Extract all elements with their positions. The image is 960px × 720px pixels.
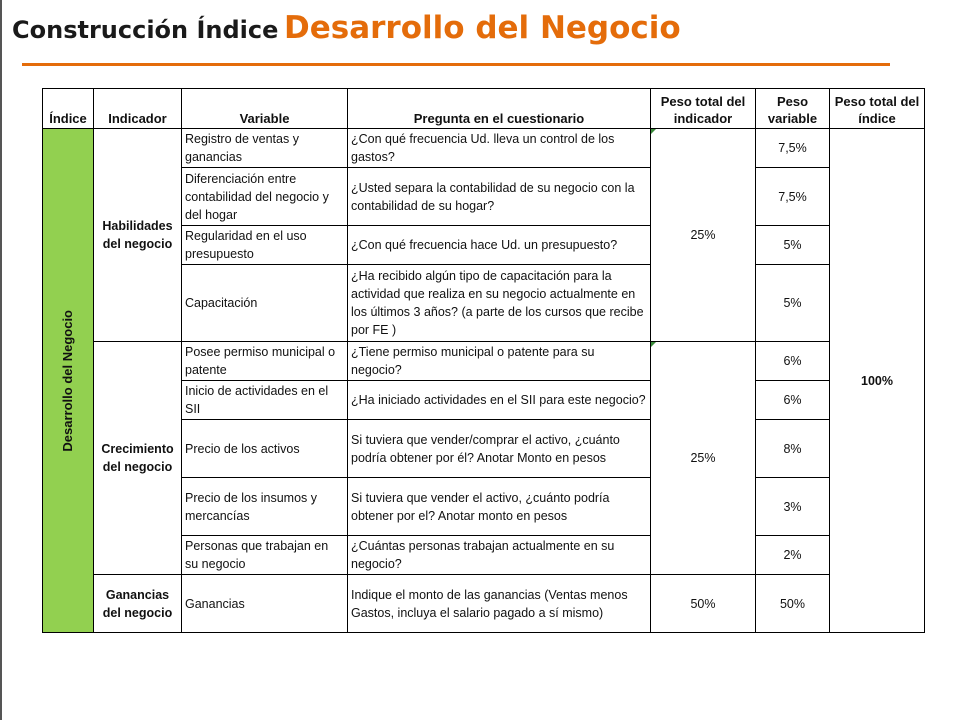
comment-marker-icon: [651, 342, 658, 349]
variable-weight: 3%: [756, 478, 830, 536]
variable-cell: Regularidad en el uso presupuesto: [182, 226, 348, 265]
variable-weight: 7,5%: [756, 168, 830, 226]
variable-weight: 2%: [756, 536, 830, 575]
header-variable: Variable: [182, 89, 348, 129]
variable-weight: 5%: [756, 265, 830, 342]
variable-weight: 7,5%: [756, 129, 830, 168]
variable-weight: 8%: [756, 420, 830, 478]
variable-cell: Diferenciación entre contabilidad del negocio y del hogar: [182, 168, 348, 226]
indicator-habilidades: Habilidades del negocio: [94, 129, 182, 342]
table-row: [43, 575, 925, 633]
table-row: [43, 129, 925, 168]
variable-weight: 6%: [756, 342, 830, 381]
variable-cell: Registro de ventas y ganancias: [182, 129, 348, 168]
question-cell: Si tuviera que vender/comprar el activo, ¿cuánto podría obtener por él? Anotar Monto en pesos: [348, 420, 651, 478]
indicator-weight-value: 25%: [690, 228, 716, 242]
header-row: [43, 89, 925, 129]
question-cell: ¿Ha iniciado actividades en el SII para este negocio?: [348, 381, 651, 420]
header-pregunta: Pregunta en el cuestionario: [348, 89, 651, 129]
variable-cell: Precio de los activos: [182, 420, 348, 478]
indicator-weight-crecimiento: [651, 342, 756, 575]
variable-cell: Personas que trabajan en su negocio: [182, 536, 348, 575]
variable-cell: Precio de los insumos y mercancías: [182, 478, 348, 536]
index-weight: 100%: [830, 129, 925, 633]
header-indicador: Indicador: [94, 89, 182, 129]
title-part-1: Construcción Índice: [12, 16, 279, 44]
indicator-weight-value: 25%: [690, 451, 716, 465]
question-cell: ¿Tiene permiso municipal o patente para su negocio?: [348, 342, 651, 381]
question-cell: Si tuviera que vender el activo, ¿cuánto podría obtener por el? Anotar monto en pesos: [348, 478, 651, 536]
title-underline: [22, 63, 890, 66]
question-cell: ¿Usted separa la contabilidad de su negocio con la contabilidad de su hogar?: [348, 168, 651, 226]
index-cell: [43, 129, 94, 633]
variable-weight: 50%: [756, 575, 830, 633]
page-title: [12, 10, 681, 46]
variable-cell: Capacitación: [182, 265, 348, 342]
table-row: [43, 342, 925, 381]
variable-weight: 6%: [756, 381, 830, 420]
header-peso-indicador: Peso total del indicador: [651, 89, 756, 129]
slide-left-border: [0, 0, 2, 720]
header-indice: Índice: [43, 89, 94, 129]
indicator-weight-habilidades: [651, 129, 756, 342]
comment-marker-icon: [651, 129, 658, 136]
title-part-2: Desarrollo del Negocio: [283, 10, 681, 46]
indicator-ganancias: Ganancias del negocio: [94, 575, 182, 633]
header-peso-indice: Peso total del índice: [830, 89, 925, 129]
header-peso-variable: Peso variable: [756, 89, 830, 129]
variable-cell: Posee permiso municipal o patente: [182, 342, 348, 381]
variable-weight: 5%: [756, 226, 830, 265]
question-cell: ¿Ha recibido algún tipo de capacitación para la actividad que realiza en su negocio actualmente en los últimos 3 años? (a parte de los cursos que recibe por FE ): [348, 265, 651, 342]
variable-cell: Inicio de actividades en el SII: [182, 381, 348, 420]
variable-cell: Ganancias: [182, 575, 348, 633]
indicator-crecimiento: Crecimiento del negocio: [94, 342, 182, 575]
question-cell: Indique el monto de las ganancias (Ventas menos Gastos, incluya el salario pagado a sí mismo): [348, 575, 651, 633]
question-cell: ¿Con qué frecuencia hace Ud. un presupuesto?: [348, 226, 651, 265]
indicator-weight-ganancias: 50%: [651, 575, 756, 633]
question-cell: ¿Cuántas personas trabajan actualmente en su negocio?: [348, 536, 651, 575]
index-name: Desarrollo del Negocio: [60, 309, 75, 452]
question-cell: ¿Con qué frecuencia Ud. lleva un control de los gastos?: [348, 129, 651, 168]
index-table: [42, 88, 925, 633]
